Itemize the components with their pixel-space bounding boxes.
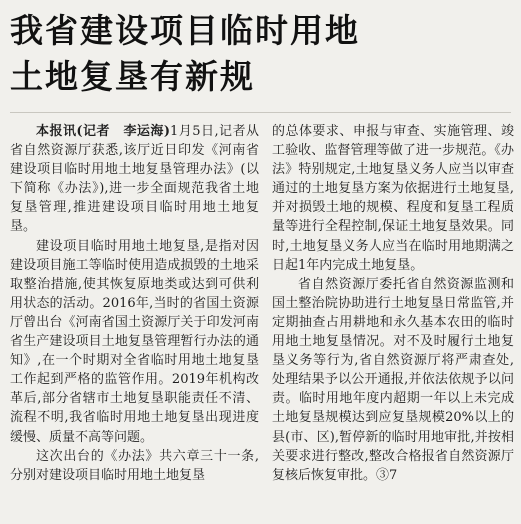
paragraph-1-text: 1月5日,记者从省自然资源厅获悉,该厅近日印发《河南省建设项目临时用地土地复垦管理办法》(以下简称《办法》),进一步全面规范我省土地复垦管理,推进建设项目临时用地土地复垦。 bbox=[10, 124, 259, 235]
article-column-right bbox=[272, 122, 514, 485]
article-column-left bbox=[10, 122, 259, 485]
headline-divider bbox=[10, 112, 511, 113]
byline: 本报讯(记者 李运海) bbox=[36, 124, 171, 139]
headline-line-2: 土地复垦有新规 bbox=[10, 57, 255, 96]
paragraph-3: 这次出台的《办法》共六章三十一条,分别对建设项目临时用地土地复垦 bbox=[10, 448, 259, 483]
paragraph-3-continued: 的总体要求、申报与审查、实施管理、竣工验收、监督管理等做了进一步规范。《办法》特别规定,土地复垦义务人应当以审查通过的土地复垦方案为依据进行土地复垦,并对损毁土地的规模、程度和复垦工程质量等进行全程控制,保证土地复垦效果。同时,土地复垦义务人应当在临时用地期满之日起1年内完成土地复垦。 bbox=[272, 124, 514, 273]
paragraph-4: 省自然资源厅委托省自然资源监测和国土整治院协助进行土地复垦日常监管,并定期抽查占用耕地和永久基本农田的临时用地土地复垦情况。对不及时履行土地复垦义务等行为,省自然资源厅将严肃查处,处理结果予以公开通报,并依法依规予以问责。临时用地年度内超期一年以上未完成土地复垦规模达到应复垦规模20%以上的县(市、区),暂停新的临时用地审批,并按相关要求进行整改,整改合格报省自然资源厅复核后恢复审批。③7 bbox=[272, 276, 514, 483]
paragraph-1 bbox=[10, 122, 259, 237]
paragraph-2: 建设项目临时用地土地复垦,是指对因建设项目施工等临时使用造成损毁的土地采取整治措施,使其恢复原地类或达到可供利用状态的活动。2016年,当时的省国土资源厅曾出台《河南省国土资源厅关于印发河南省生产建设项目土地复垦管理暂行办法的通知》,在一个时期对全省临时用地土地复垦工作起到严格的监管作用。2019年机构改革后,部分省辖市土地复垦职能责任不清、流程不明,我省临时用地土地复垦出现进度缓慢、质量不高等问题。 bbox=[10, 238, 259, 445]
headline-line-1: 我省建设项目临时用地 bbox=[10, 11, 360, 50]
article-headline bbox=[10, 8, 510, 100]
